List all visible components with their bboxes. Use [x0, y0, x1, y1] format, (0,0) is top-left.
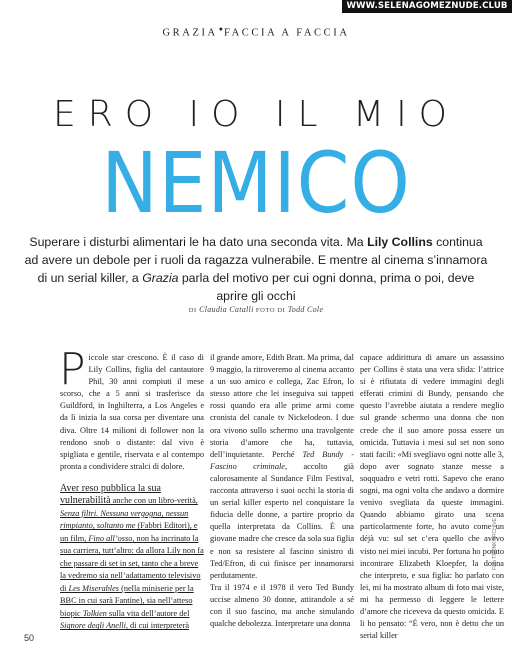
- section-name: FACCIA A FACCIA: [223, 27, 350, 39]
- film-title: Fino all’osso: [88, 533, 133, 543]
- column-1-text-2d: (nella miniserie per la BBC in cui sarà Fantine), sia nell’atteso biopic: [60, 583, 194, 618]
- series-title: Les Miserables: [68, 583, 120, 593]
- article-column-2: [210, 352, 354, 630]
- column-3-paragraph-1: capace addirittura di amare un assassino per Collins è stata una vera sfida: l’attrice si è rifiutata di vedere immagini degli efferati crimini di Bundy, pensando che questo l’avrebbe aiutata a rendere meglio sul grande schermo una donna che non crede che il suo amore possa essere un omicida. Tuttavia i mesi sul set non sono stati facili: «Mi svegliavo ogni notte alle 3, dopo aver sognato stanze messe a soqquadro e vetri rotti. Sapevo che erano sogni, ma ogni volta che andavo a dormire venivo svegliata da queste immagini. Quando abbiamo girato una scena particolarmente forte, ho avuto come un déjà vu: sul set c’era quello che avevo visto nei miei incubi. Per fortuna ho potuto incontrare Elizabeth Kloepfer, la donna che interpreto, e sua figlia: ho parlato con lei, mi ha mostrato album di foto mai viste, mi ha permesso di leggere le lettere d’amore che riceveva da questo omicida. E li ho pensato: “È vero, non è detto che un serial killer: [360, 353, 504, 641]
- title-line-1: ERO IO IL MIO: [52, 94, 460, 135]
- column-1-subhead-paragraph: [60, 483, 204, 633]
- subhead: Aver reso pubblica la sua vulnerabilità: [60, 482, 161, 507]
- byline-author: Claudia Catalli: [199, 305, 254, 314]
- lead-paragraph: [24, 233, 488, 305]
- page-number: 50: [24, 633, 35, 643]
- byline-photographer: Todd Cole: [287, 305, 324, 314]
- ted-bundy-film-title: Ted Bundy - Fascino criminale: [210, 449, 354, 471]
- column-1-paragraph-1: [59, 344, 204, 473]
- byline-foto-label: FOTO DI: [255, 307, 286, 314]
- article-column-1: [59, 344, 204, 633]
- article-column-3: [360, 352, 504, 642]
- lead-text-2: continua ad avere un debole per i ruoli da ragazza vulnerabile. E mentre al cinema s’innamora di un serial killer, a: [24, 235, 488, 285]
- column-2-text-1a: il grande amore, Edith Bratt. Ma prima, dal 9 maggio, la ritroveremo al cinema accanto a un suo amico e collega, Zac Efron, lo stesso attore che lei inseguiva sui tappeti rossi quando era alle prime armi come cronista del canale tv Nickelodeon. I due ora vivono sullo schermo una travolgente storia d’amore che ha, tuttavia, dell’inquietante. Perché: [210, 353, 354, 459]
- column-2-paragraph-1: [210, 352, 354, 582]
- photo-credit: Foto TRUNK ARCHIVE: [492, 518, 498, 570]
- watermark: WWW.SELENAGOMEZNUDE.CLUB: [342, 0, 512, 13]
- magazine-name: GRAZIA: [162, 27, 218, 39]
- column-1-text-2e: sulla vita dell’autore del: [106, 608, 190, 618]
- bullet-icon: ●: [218, 25, 223, 33]
- book-title: Senza filtri. Nessuna vergogna, nessun rimpianto, soltanto me: [60, 508, 189, 531]
- lead-text-1: Superare i disturbi alimentari le ha dato una seconda vita. Ma: [29, 235, 368, 249]
- column-1-text-1: iccole star crescono. È il caso di Lily Collins, figlia del cantautore Phil, 30 anni compiuti il mese scorso, che a 5 anni si trasferisce da Guildford, in Inghilterra, a Los Angeles e da lì inizia la sua corsa per diventare una diva. Oltre 14 milioni di follower non la rendono snob o distante: dal vivo è spigliata e gentile, riservata e al contempo pronta a condividere stralci di dolore.: [60, 353, 204, 471]
- title-line-2: NEMICO: [101, 134, 411, 232]
- column-2-text-1b: , accolto già calorosamente al Sundance Film Festival, racconta attraverso i suoi occhi la storia di un serial killer esperto nel conquistare la fiducia delle donne, a partire proprio da quella interpretata da Collins. È una giovane madre che cresce da sola sua figlia e non sa resistere al fascino sinistro di Ted/Efron, di cui finisce per innamorarsi perdutamente.: [210, 461, 354, 580]
- column-1-text-2a: anche con un libro-verità,: [110, 496, 198, 506]
- column-1-text-2b: (Fabbri Editori), e un film,: [60, 521, 198, 543]
- biopic-title: Tolkien: [82, 608, 107, 618]
- column-2-paragraph-2: Tra il 1974 e il 1978 il vero Ted Bundy uccise almeno 30 donne, attirandole a sé con il suo fascino, ma anche simulando qualche debolezza. Interpretare una donna: [210, 582, 354, 629]
- section-header: [0, 25, 512, 39]
- column-1-text-2c: , non ha incrinato la sua carriera, tutt’altro: da allora Lily non fa che passare di set in set, tanto che a breve la vedremo sia nell’adattamento televisivo di: [60, 533, 204, 593]
- lead-magazine: Grazia: [142, 271, 179, 285]
- drop-cap: P: [59, 344, 86, 395]
- lead-name: Lily Collins: [367, 235, 433, 249]
- byline-di-label: DI: [188, 307, 197, 314]
- lead-text-3: parla del motivo per cui ogni donna, prima o poi, deve aprire gli occhi: [178, 271, 475, 303]
- work-title: Signore degli Anelli: [60, 621, 126, 631]
- column-1-text-2f: , di cui interpreterà: [125, 621, 190, 631]
- byline: [0, 305, 512, 314]
